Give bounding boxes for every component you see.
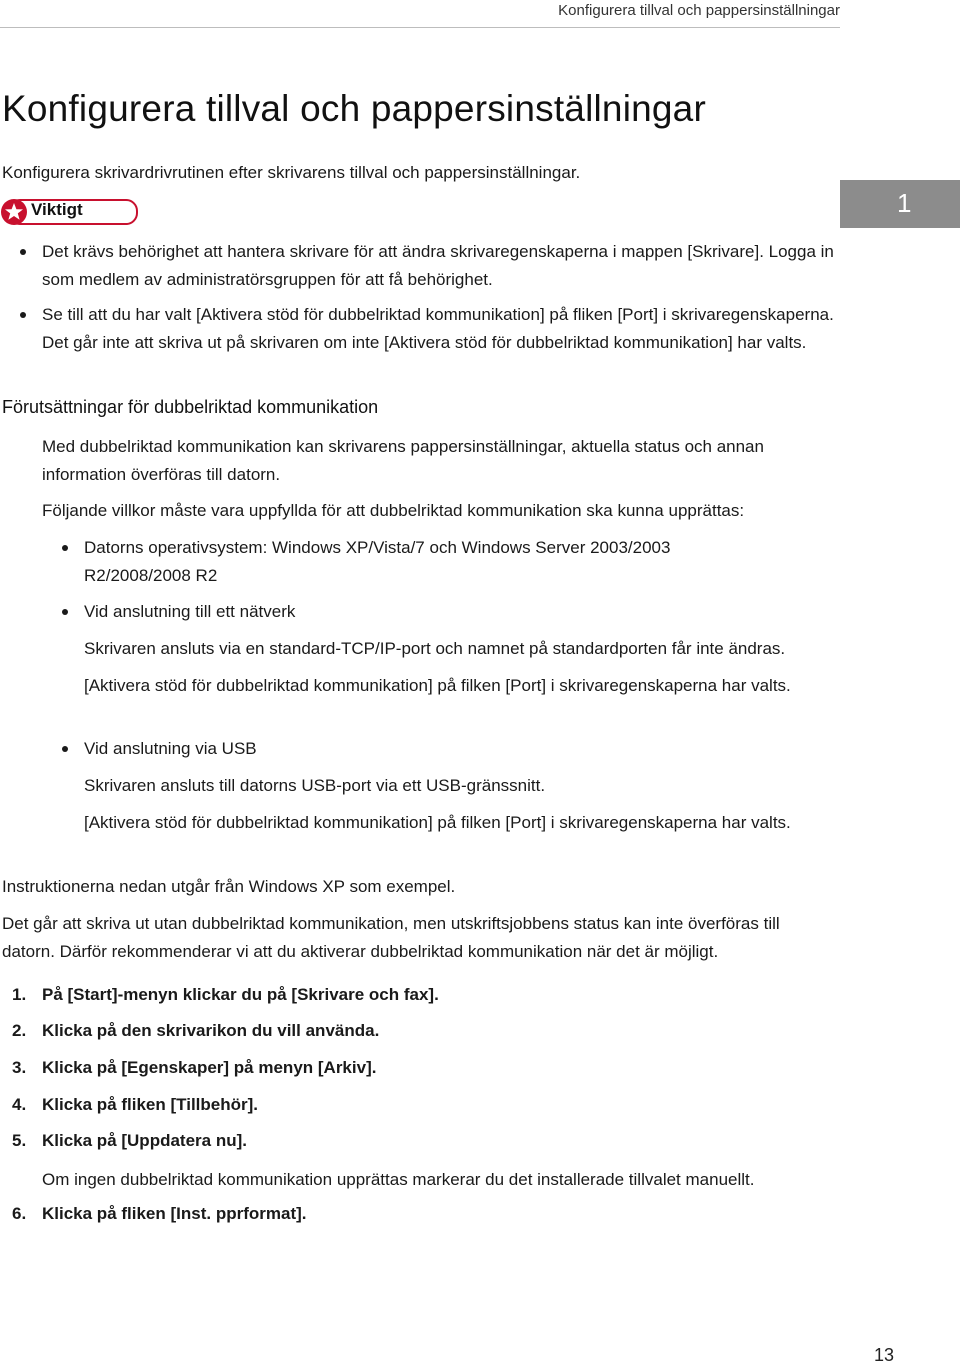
important-item-text: Se till att du har valt [Aktivera stöd för dubbelriktad kommunikation] på fliken [Port] i skrivaregenskaperna. Det går inte att skriva ut på skrivaren om inte [Aktivera stöd för dubbelriktad kommunikation] har valts. [42, 305, 834, 352]
step-text: På [Start]-menyn klickar du på [Skrivare och fax]. [42, 985, 439, 1004]
instructions-note: Instruktionerna nedan utgår från Windows XP som exempel. [2, 877, 456, 896]
star-icon [0, 198, 28, 226]
recommendation-paragraph: Det går att skriva ut utan dubbelriktad kommunikation, men utskriftsjobbens status kan inte överföras till datorn. Därför rekommenderar vi att du aktiverar dubbelriktad kommunikation när det är möjligt. [2, 914, 780, 961]
step-number: 3. [12, 1058, 27, 1077]
chapter-tab [840, 180, 960, 228]
step-text: Klicka på den skrivarikon du vill använda. [42, 1021, 380, 1040]
header-divider [0, 27, 840, 28]
page-title: Konfigurera tillval och pappersinställningar [2, 88, 706, 129]
prereq-note: [Aktivera stöd för dubbelriktad kommunikation] på filken [Port] i skrivaregenskaperna har valts. [84, 813, 791, 832]
important-badge [0, 198, 137, 224]
page-number: 13 [874, 1345, 895, 1365]
prereq-bullet-os: Datorns operativsystem: Windows XP/Vista/7 och Windows Server 2003/2003 R2/2008/2008 R2 [84, 538, 671, 585]
step-number: 5. [12, 1131, 27, 1150]
section-heading: Förutsättningar för dubbelriktad kommunikation [2, 397, 379, 417]
bullet-icon [62, 746, 68, 752]
important-item-text: Det krävs behörighet att hantera skrivare för att ändra skrivaregenskaperna i mappen [Skrivare]. Logga in som medlem av administratörsgruppen för att få behörighet. [42, 242, 834, 289]
step-number: 1. [12, 985, 27, 1004]
important-item [0, 301, 840, 357]
step-number: 4. [12, 1095, 27, 1114]
prereq-paragraph-2: Följande villkor måste vara uppfyllda för att dubbelriktad kommunikation ska kunna upprättas: [42, 501, 745, 520]
bullet-icon [20, 249, 26, 255]
bullet-icon [20, 312, 26, 318]
prereq-note: Skrivaren ansluts till datorns USB-port via ett USB-gränssnitt. [84, 776, 546, 795]
step-number: 2. [12, 1021, 27, 1040]
chapter-number: 1 [897, 188, 912, 218]
prereq-note: Skrivaren ansluts via en standard-TCP/IP-port och namnet på standardporten får inte ändras. [84, 639, 786, 658]
bullet-icon [62, 609, 68, 615]
step-text: Klicka på [Egenskaper] på menyn [Arkiv]. [42, 1058, 377, 1077]
step-text: Klicka på fliken [Inst. pprformat]. [42, 1204, 307, 1223]
intro-text: Konfigurera skrivardrivrutinen efter skrivarens tillval och pappersinställningar. [2, 163, 581, 182]
bullet-icon [62, 545, 68, 551]
step-note: Om ingen dubbelriktad kommunikation upprättas markerar du det installerade tillvalet manuellt. [42, 1170, 755, 1189]
important-item [0, 238, 840, 294]
step-number: 6. [12, 1204, 27, 1223]
prereq-bullet-usb: Vid anslutning via USB [84, 739, 257, 758]
important-label: Viktigt [31, 200, 83, 219]
running-header: Konfigurera tillval och pappersinställningar [558, 2, 840, 19]
prereq-paragraph-1: Med dubbelriktad kommunikation kan skrivarens pappersinställningar, aktuella status och annan information överföras till datorn. [42, 437, 764, 484]
prereq-bullet-network: Vid anslutning till ett nätverk [84, 602, 296, 621]
step-text: Klicka på fliken [Tillbehör]. [42, 1095, 259, 1114]
important-list [0, 238, 840, 364]
prereq-note: [Aktivera stöd för dubbelriktad kommunikation] på filken [Port] i skrivaregenskaperna har valts. [84, 676, 791, 695]
step-text: Klicka på [Uppdatera nu]. [42, 1131, 247, 1150]
